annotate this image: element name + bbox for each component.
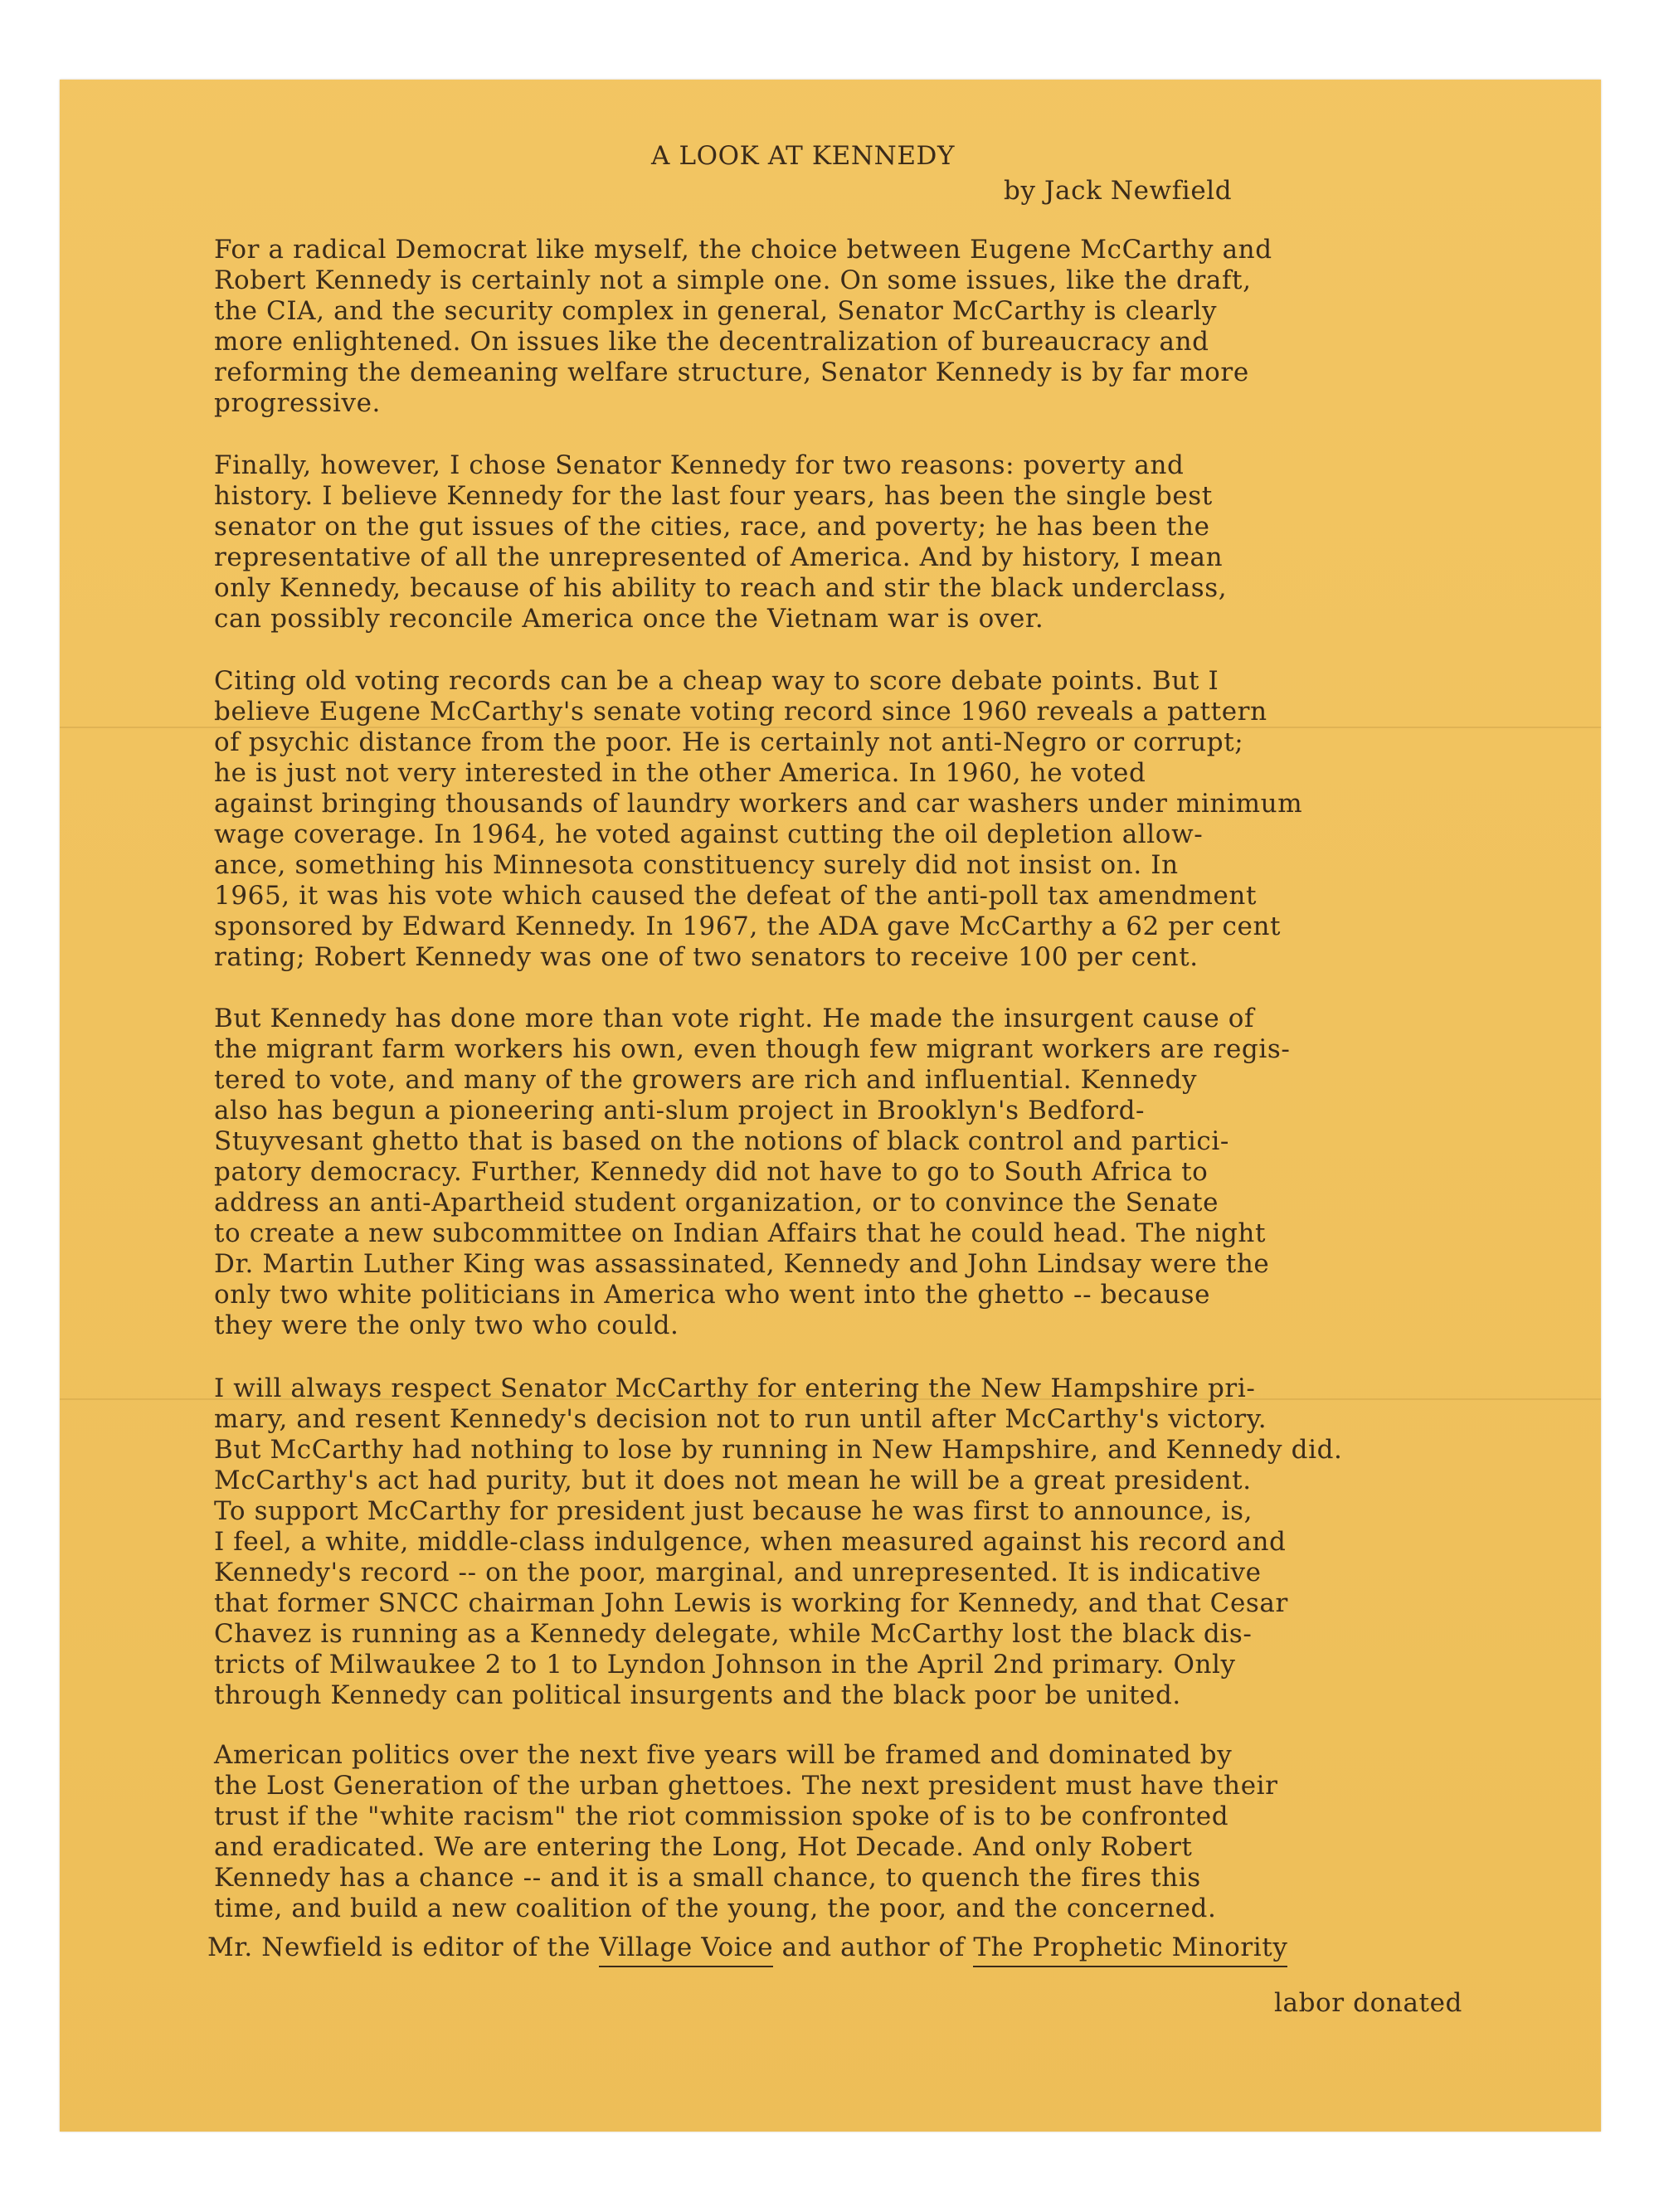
author-byline: by Jack Newfield — [1004, 176, 1233, 206]
publication-title: Village Voice — [599, 1932, 773, 1967]
text-line: I feel, a white, middle-class indulgence, when measured against his record and — [214, 1527, 1287, 1557]
text-line: more enlightened. On issues like the decentralization of bureaucracy and — [214, 327, 1209, 357]
text-line: rating; Robert Kennedy was one of two senators to receive 100 per cent. — [214, 942, 1199, 972]
paragraph-6 — [214, 1740, 1475, 1924]
paragraph-3 — [214, 666, 1475, 973]
text-line: reforming the demeaning welfare structure, Senator Kennedy is by far more — [214, 357, 1249, 387]
text-line: Robert Kennedy is certainly not a simple one. On some issues, like the draft, — [214, 265, 1252, 295]
author-note-middle: and author of — [773, 1932, 974, 1962]
text-line: also has begun a pioneering anti-slum project in Brooklyn's Bedford- — [214, 1096, 1146, 1125]
text-line: American politics over the next five years will be framed and dominated by — [214, 1740, 1233, 1770]
text-line: of psychic distance from the poor. He is certainly not anti-Negro or corrupt; — [214, 727, 1244, 757]
author-note-prefix: Mr. Newfield is editor of the — [207, 1932, 600, 1962]
text-line: address an anti-Apartheid student organization, or to convince the Senate — [214, 1188, 1219, 1218]
text-line: they were the only two who could. — [214, 1310, 679, 1340]
text-line: through Kennedy can political insurgents and the black poor be united. — [214, 1680, 1181, 1710]
text-line: To support McCarthy for president just because he was first to announce, is, — [214, 1496, 1253, 1526]
paragraph-4 — [214, 1004, 1475, 1341]
text-line: For a radical Democrat like myself, the choice between Eugene McCarthy and — [214, 235, 1272, 265]
text-line: McCarthy's act had purity, but it does not mean he will be a great president. — [214, 1466, 1252, 1495]
labor-donated-note: labor donated — [1274, 1988, 1462, 2018]
text-line: time, and build a new coalition of the young, the poor, and the concerned. — [214, 1894, 1217, 1923]
text-line: Finally, however, I chose Senator Kennedy for two reasons: poverty and — [214, 450, 1185, 480]
text-line: ance, something his Minnesota constituency surely did not insist on. In — [214, 850, 1179, 880]
text-line: only Kennedy, because of his ability to reach and stir the black underclass, — [214, 573, 1228, 603]
author-note — [207, 1932, 1287, 1962]
text-line: tricts of Milwaukee 2 to 1 to Lyndon Johnson in the April 2nd primary. Only — [214, 1650, 1236, 1680]
text-line: he is just not very interested in the other America. In 1960, he voted — [214, 758, 1146, 788]
text-line: only two white politicians in America who went into the ghetto -- because — [214, 1280, 1211, 1310]
text-line: history. I believe Kennedy for the last four years, has been the single best — [214, 481, 1213, 511]
text-line: can possibly reconcile America once the Vietnam war is over. — [214, 604, 1044, 634]
text-line: wage coverage. In 1964, he voted against cutting the oil depletion allow- — [214, 819, 1204, 849]
text-line: representative of all the unrepresented of America. And by history, I mean — [214, 542, 1224, 572]
text-line: Stuyvesant ghetto that is based on the notions of black control and partici- — [214, 1126, 1229, 1156]
text-line: and eradicated. We are entering the Long, Hot Decade. And only Robert — [214, 1832, 1193, 1862]
text-line: Chavez is running as a Kennedy delegate, while McCarthy lost the black dis- — [214, 1619, 1253, 1649]
text-line: the Lost Generation of the urban ghettoes. The next president must have their — [214, 1771, 1278, 1801]
text-line: tered to vote, and many of the growers are rich and influential. Kennedy — [214, 1065, 1198, 1095]
text-line: Kennedy's record -- on the poor, marginal, and unrepresented. It is indicative — [214, 1558, 1262, 1587]
text-line: the CIA, and the security complex in general, Senator McCarthy is clearly — [214, 296, 1218, 326]
text-line: against bringing thousands of laundry workers and car washers under minimum — [214, 789, 1303, 819]
document-title: A LOOK AT KENNEDY — [651, 141, 956, 171]
text-line: the migrant farm workers his own, even though few migrant workers are regis- — [214, 1034, 1291, 1064]
paragraph-5 — [214, 1373, 1475, 1711]
text-line: patory democracy. Further, Kennedy did not have to go to South Africa to — [214, 1157, 1209, 1187]
text-line: sponsored by Edward Kennedy. In 1967, the ADA gave McCarthy a 62 per cent — [214, 912, 1282, 941]
text-line: that former SNCC chairman John Lewis is working for Kennedy, and that Cesar — [214, 1588, 1288, 1618]
text-line: Dr. Martin Luther King was assassinated, Kennedy and John Lindsay were the — [214, 1249, 1270, 1279]
text-line: to create a new subcommittee on Indian Affairs that he could head. The night — [214, 1218, 1267, 1248]
paragraph-2 — [214, 450, 1475, 634]
text-line: believe Eugene McCarthy's senate voting record since 1960 reveals a pattern — [214, 697, 1267, 727]
text-line: senator on the gut issues of the cities, race, and poverty; he has been the — [214, 512, 1210, 542]
text-line: But Kennedy has done more than vote right. He made the insurgent cause of — [214, 1004, 1255, 1033]
text-line: But McCarthy had nothing to lose by running in New Hampshire, and Kennedy did. — [214, 1435, 1343, 1465]
text-line: Kennedy has a chance -- and it is a small chance, to quench the fires this — [214, 1863, 1201, 1893]
text-line: I will always respect Senator McCarthy for entering the New Hampshire pri- — [214, 1373, 1256, 1403]
text-line: 1965, it was his vote which caused the defeat of the anti-poll tax amendment — [214, 881, 1258, 911]
text-line: Citing old voting records can be a cheap way to score debate points. But I — [214, 666, 1219, 696]
text-line: progressive. — [214, 388, 381, 418]
paragraph-1 — [214, 235, 1475, 419]
text-line: trust if the "white racism" the riot commission spoke of is to be confronted — [214, 1801, 1229, 1831]
book-title: The Prophetic Minority — [973, 1932, 1287, 1967]
text-line: mary, and resent Kennedy's decision not to run until after McCarthy's victory. — [214, 1404, 1267, 1434]
